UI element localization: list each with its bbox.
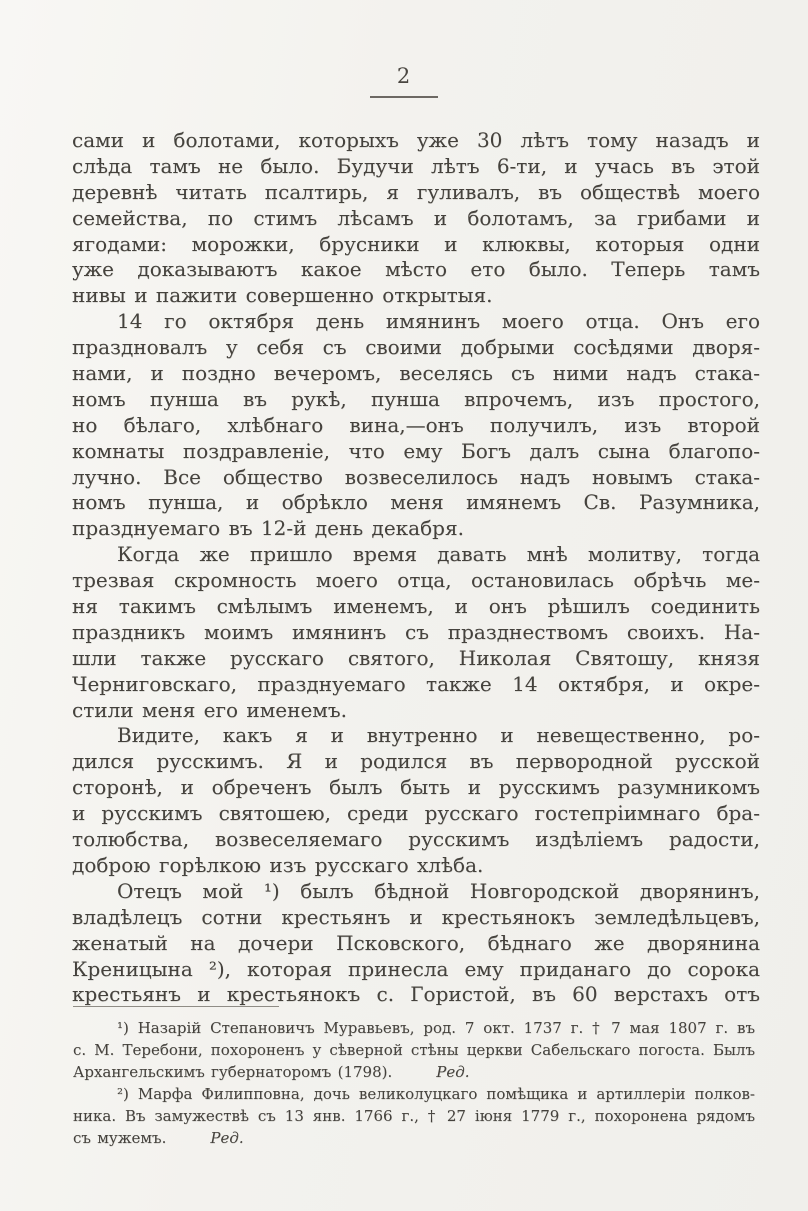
text-line: Видите, какъ я и внутренно и невещественно, ро- bbox=[117, 723, 760, 748]
text-line: Креницына ²), которая принесла ему приданаго до сорока bbox=[72, 956, 760, 981]
editor-mark: Ред. bbox=[210, 1129, 244, 1147]
paragraph-3 bbox=[72, 542, 760, 723]
paragraph-2 bbox=[72, 309, 760, 542]
text-line: ¹) Назарій Степановичъ Муравьевъ, род. 7 окт. 1737 г. † 7 мая 1807 г. въ bbox=[117, 1019, 755, 1037]
footnote-divider-rule bbox=[73, 1006, 279, 1007]
footnote-1 bbox=[73, 1017, 755, 1083]
footnote-2-lines bbox=[73, 1083, 755, 1127]
text-line: Отецъ мой ¹) былъ бѣдной Новгородской дворянинъ, bbox=[117, 878, 760, 903]
text-line: слѣда тамъ не было. Будучи лѣтъ 6-ти, и учась въ этой bbox=[72, 153, 760, 178]
text-line: ягодами: морожки, брусники и клюквы, которыя одни bbox=[72, 231, 760, 256]
text-line: сами и болотами, которыхъ уже 30 лѣтъ тому назадъ и bbox=[72, 128, 760, 152]
text-line: комнаты поздравленіе, что ему Богъ далъ сына благопо- bbox=[72, 438, 760, 463]
paragraph-4 bbox=[72, 723, 760, 878]
page-number-rule bbox=[370, 96, 438, 98]
page-number: 2 bbox=[396, 64, 412, 88]
text-line: стили меня его именемъ. bbox=[72, 697, 347, 722]
text-line: ника. Въ замужествѣ съ 13 янв. 1766 г., † 27 іюня 1779 г., похоронена рядомъ bbox=[73, 1107, 755, 1125]
footnote-2 bbox=[73, 1083, 755, 1149]
text-line: семейства, по стимъ лѣсамъ и болотамъ, за грибами и bbox=[72, 205, 760, 230]
footnote-1-last-line bbox=[73, 1061, 755, 1083]
text-line: толюбства, возвеселяемаго русскимъ издѣліемъ радости, bbox=[72, 827, 760, 852]
text-line: с. М. Теребони, похороненъ у сѣверной стѣны церкви Сабельскаго погоста. Былъ bbox=[73, 1041, 755, 1059]
text-line: доброю горѣлкою изъ русскаго хлѣба. bbox=[72, 852, 484, 877]
footnote-2-last-line bbox=[73, 1127, 755, 1149]
footnote-1-tail-text: Архангельскимъ губернаторомъ (1798). bbox=[73, 1063, 393, 1081]
text-line: деревнѣ читать псалтирь, я гуливалъ, въ обществѣ моего bbox=[72, 179, 760, 204]
text-line: уже доказываютъ какое мѣсто ето было. Теперь тамъ bbox=[72, 257, 760, 282]
text-line: крестьянъ и крестьянокъ с. Гористой, въ 60 верстахъ отъ bbox=[72, 982, 760, 1007]
text-line: праздновалъ у себя съ своими добрыми сосѣдями дворя- bbox=[72, 335, 760, 360]
footnotes-section bbox=[73, 1006, 755, 1149]
editor-mark: Ред. bbox=[436, 1063, 470, 1081]
text-line: женатый на дочери Псковского, бѣднаго же дворянина bbox=[72, 930, 760, 955]
text-line: номъ пунша въ рукѣ, пунша впрочемъ, изъ простого, bbox=[72, 386, 760, 411]
text-line: сторонѣ, и обреченъ былъ быть и русскимъ разумникомъ bbox=[72, 775, 760, 800]
text-line: владѣлецъ сотни крестьянъ и крестьянокъ земледѣльцевъ, bbox=[72, 904, 760, 929]
text-line: ²) Марфа Филипповна, дочь великолуцкаго помѣщика и артиллеріи полков- bbox=[117, 1085, 755, 1103]
text-line: Черниговскаго, празднуемаго также 14 октября, и окре- bbox=[72, 671, 760, 696]
text-line: празднуемаго въ 12-й день декабря. bbox=[72, 516, 464, 541]
text-line: номъ пунша, и обрѣкло меня имянемъ Св. Разумника, bbox=[72, 490, 760, 515]
text-line: шли также русскаго святого, Николая Святошу, князя bbox=[72, 645, 760, 670]
text-line: 14 го октября день имянинъ моего отца. Онъ его bbox=[117, 309, 760, 334]
text-line: нивы и пажити совершенно открытыя. bbox=[72, 283, 493, 308]
paragraph-5 bbox=[72, 879, 760, 1008]
text-line: праздникъ моимъ имянинъ съ празднествомъ своихъ. На- bbox=[72, 619, 760, 644]
text-line: лучно. Все общество возвеселилось надъ новымъ стака- bbox=[72, 464, 760, 489]
text-line: и русскимъ святошею, среди русскаго гостепріимнаго бра- bbox=[72, 801, 760, 826]
text-line: трезвая скромность моего отца, остановилась обрѣчь ме- bbox=[72, 568, 760, 593]
paragraph-1 bbox=[72, 128, 760, 309]
text-line: нами, и поздно вечеромъ, веселясь съ ними надъ стака- bbox=[72, 361, 760, 386]
footnote-2-tail-text: съ мужемъ. bbox=[73, 1129, 167, 1147]
footnote-1-lines bbox=[73, 1017, 755, 1061]
page-header bbox=[0, 64, 808, 98]
text-line: ня такимъ смѣлымъ именемъ, и онъ рѣшилъ соединить bbox=[72, 594, 760, 619]
text-line: Когда же пришло время давать мнѣ молитву, тогда bbox=[117, 542, 760, 567]
text-line: но бѣлаго, хлѣбнаго вина,—онъ получилъ, изъ второй bbox=[72, 412, 760, 437]
text-line: дился русскимъ. Я и родился въ первородной русской bbox=[72, 749, 760, 774]
body-text bbox=[72, 128, 760, 1008]
